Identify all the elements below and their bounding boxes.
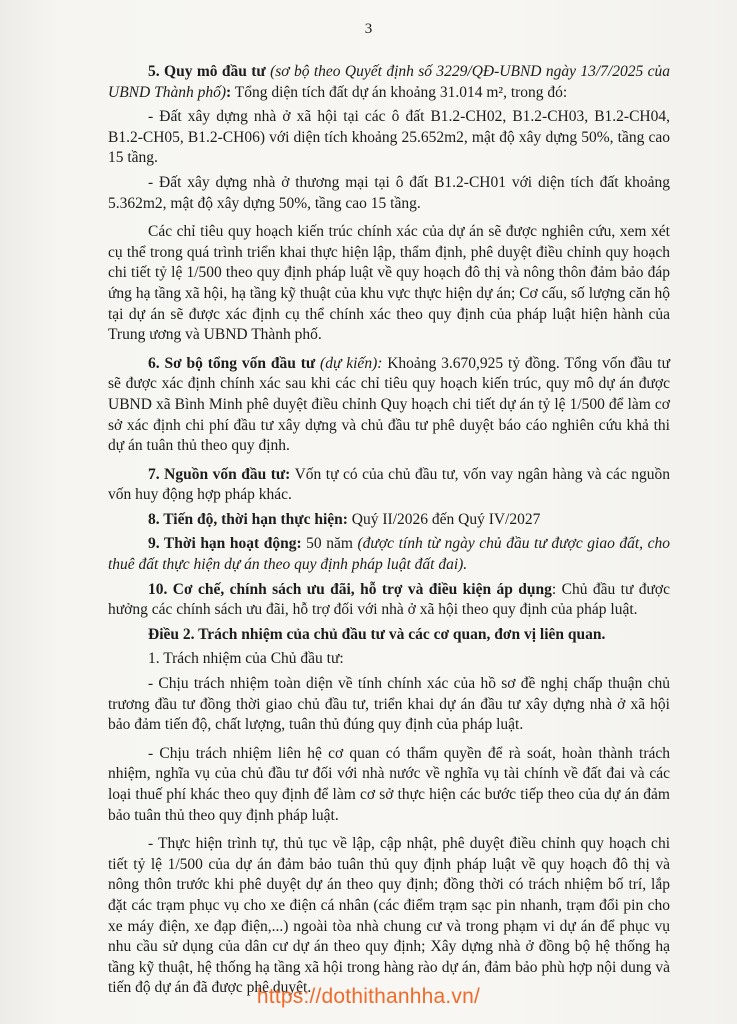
article-2-bullet-1: - Chịu trách nhiệm toàn diện về tính chính xác của hồ sơ đề nghị chấp thuận chủ trương đầu tư đồng thời giao chủ đầu tư, triển khai dự án đầu tư xây dựng nhà ở xã hội bảo đảm tiến độ, chất lượng, tuân thủ đúng quy định của pháp luật.: [108, 675, 670, 734]
section-10-paragraph: [108, 580, 670, 621]
section-10-text: : Chủ đầu tư được hưởng các chính sách ưu đãi, hỗ trợ đối với nhà ở xã hội theo quy định của pháp luật.: [108, 580, 670, 619]
article-2-heading: Điều 2. Trách nhiệm của chủ đầu tư và các cơ quan, đơn vị liên quan.: [148, 625, 606, 643]
section-7-heading: 7. Nguồn vốn đầu tư:: [148, 465, 291, 483]
article-2-bullet-3: - Thực hiện trình tự, thủ tục về lập, cập nhật, phê duyệt điều chỉnh quy hoạch chi tiết tỷ lệ 1/500 của dự án đảm bảo tuân thủ quy định pháp luật về quy hoạch đô thị và nông thôn trước khi phê duyệt dự án theo quy định; đồng thời có trách nhiệm bố trí, lắp đặt các trạm phục vụ cho xe điện cá nhân (các điểm trạm sạc pin nhanh, trạm đổi pin cho xe máy điện, xe đạp điện,...) ngoài tòa nhà chung cư và trong phạm vi dự án để phục vụ nhu cầu sử dụng của dân cư dự án theo quy định; Xây dựng nhà ở đồng bộ hệ thống hạ tầng kỹ thuật, hệ thống hạ tầng xã hội trong hàng rào dự án, đảm bảo phù hợp nội dung và tiến độ dự án đã được phê duyệt.: [108, 835, 670, 997]
section-7-text: Vốn tự có của chủ đầu tư, vốn vay ngân hàng và các nguồn vốn huy động hợp pháp khác.: [108, 465, 670, 504]
section-8-heading: 8. Tiến độ, thời hạn thực hiện:: [148, 510, 348, 528]
section-5-note: (sơ bộ theo Quyết định số 3229/QĐ-UBND ngày 13/7/2025 của UBND Thành phố): [108, 63, 671, 101]
page-number: 3: [364, 21, 373, 37]
section-8-paragraph: [108, 510, 670, 531]
section-5-text: Tổng diện tích đất dự án khoảng 31.014 m², trong đó:: [231, 83, 568, 101]
section-6-paragraph: [108, 354, 670, 457]
section-5-paragraph: [108, 62, 670, 103]
section-9-paragraph: [108, 534, 670, 575]
section-9-note: (được tính từ ngày chủ đầu tư được giao đất, cho thuê đất thực hiện dự án theo quy định pháp luật đất đai).: [108, 535, 670, 574]
section-10-heading: 10. Cơ chế, chính sách ưu đãi, hỗ trợ và điều kiện áp dụng: [148, 580, 552, 598]
section-6-note: (dự kiến):: [320, 354, 383, 372]
section-7-paragraph: [108, 465, 670, 506]
article-2-bullet-2: - Chịu trách nhiệm liên hệ cơ quan có thẩm quyền để rà soát, hoàn thành trách nhiệm, nghĩa vụ của chủ đầu tư đối với nhà nước về nghĩa vụ tài chính về đất đai và các loại thuế phí khác theo quy định để làm cơ sở thực hiện các bước tiếp theo của dự án đảm bảo tuân thủ theo quy định pháp luật.: [108, 744, 670, 824]
section-6-heading: 6. Sơ bộ tổng vốn đầu tư: [148, 354, 316, 372]
section-9-heading: 9. Thời hạn hoạt động:: [148, 535, 302, 553]
section-6-text: Khoảng 3.670,925 tỷ đồng. Tổng vốn đầu tư sẽ được xác định chính xác sau khi các chỉ tiêu quy hoạch kiến trúc, quy mô dự án được UBND xã Bình Minh phê duyệt điều chỉnh Quy hoạch chi tiết dự án tỷ lệ 1/500 để làm cơ sở xác định chi phí đầu tư xây dựng và chủ đầu tư phê duyệt báo cáo nghiên cứu khả thi dự án tuân thủ theo quy định.: [108, 354, 670, 455]
section-5-bullet-1: - Đất xây dựng nhà ở xã hội tại các ô đất B1.2-CH02, B1.2-CH03, B1.2-CH04, B1.2-CH05, B1.2-CH06) với diện tích khoảng 25.652m2, mật độ xây dựng 50%, tầng cao 15 tầng.: [108, 108, 670, 167]
section-9-text: 50 năm: [301, 535, 358, 553]
source-watermark: https://dothithanhha.vn/: [256, 985, 481, 1008]
section-5-bullet-2: - Đất xây dựng nhà ở thương mại tại ô đất B1.2-CH01 với diện tích đất khoảng 5.362m2, mật độ xây dựng 50%, tầng cao 15 tầng.: [108, 173, 670, 212]
article-2-subheading-1: 1. Trách nhiệm của Chủ đầu tư:: [148, 650, 344, 668]
document-body: [108, 62, 670, 1007]
section-5-colon: :: [225, 83, 232, 101]
section-5-paragraph-3: Các chỉ tiêu quy hoạch kiến trúc chính xác của dự án sẽ được nghiên cứu, xem xét cụ thể trong quá trình triển khai thực hiện lập, thẩm định, phê duyệt điều chỉnh quy hoạch chi tiết tỷ lệ 1/500 theo quy định pháp luật về quy hoạch đô thị và nông thôn đảm bảo đáp ứng hạ tầng xã hội, hạ tầng kỹ thuật của khu vực thực hiện dự án; Cơ cấu, số lượng căn hộ tại dự án sẽ được xác định cụ thể chính xác theo quy định của pháp luật hiện hành của Trung ương và UBND Thành phố.: [108, 223, 670, 344]
section-5-heading: 5. Quy mô đầu tư: [148, 63, 266, 80]
section-8-text: Quý II/2026 đến Quý IV/2027: [347, 510, 541, 528]
